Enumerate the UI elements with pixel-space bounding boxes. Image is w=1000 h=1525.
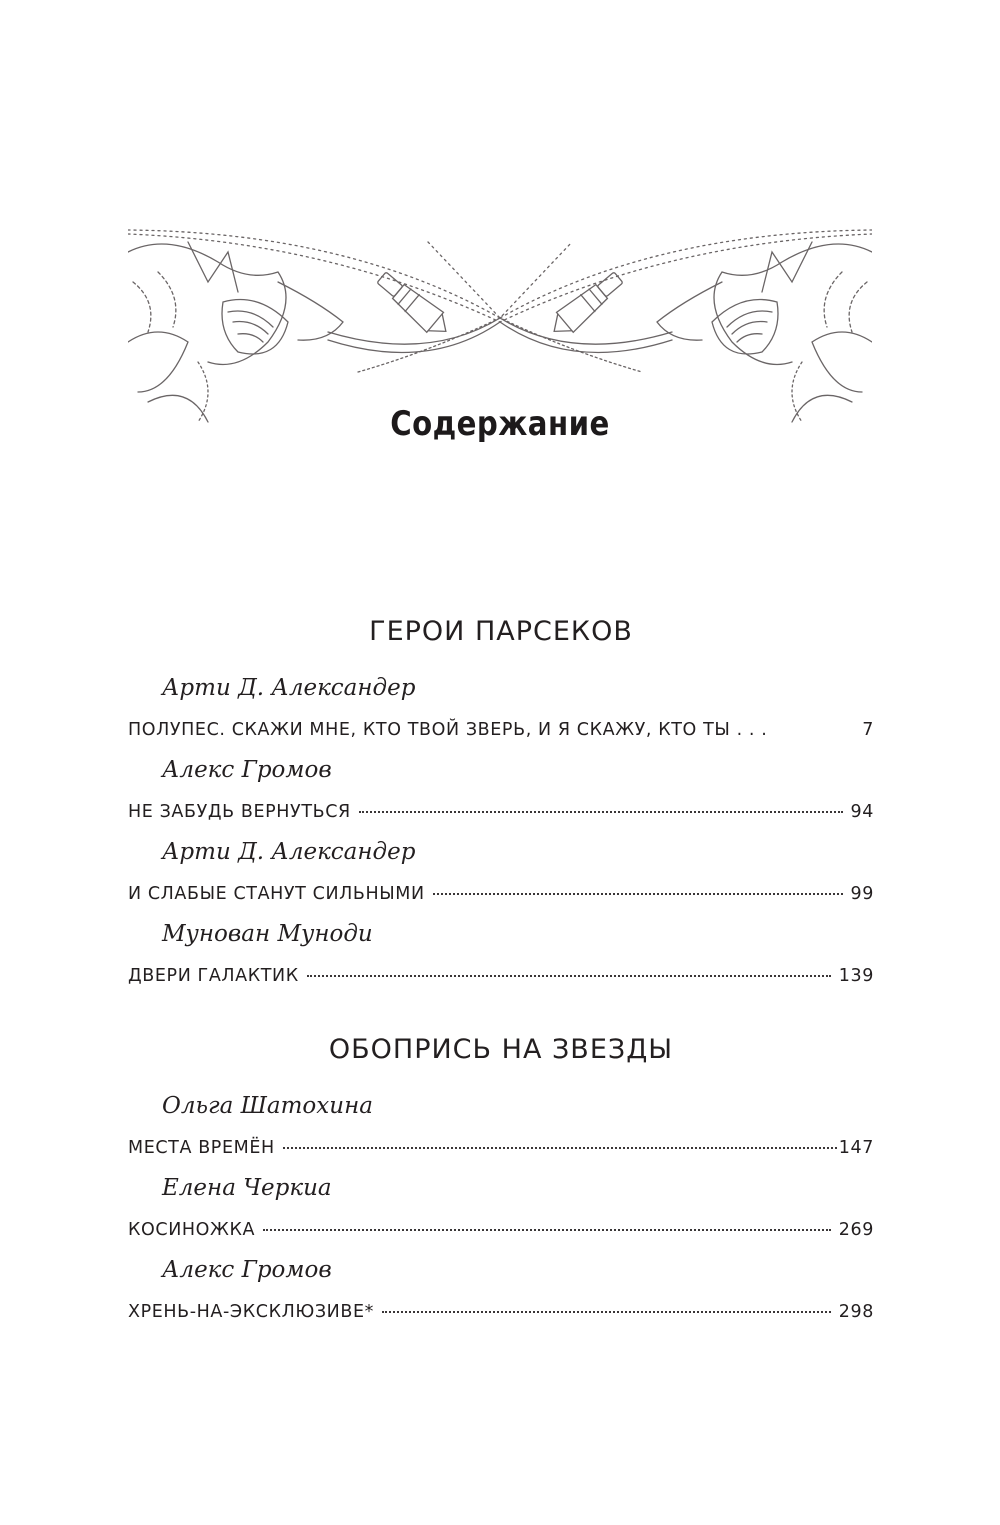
table-of-contents bbox=[128, 612, 874, 1336]
page-title: Содержание bbox=[390, 404, 610, 444]
dot-leader bbox=[263, 1229, 831, 1231]
entry-line[interactable] bbox=[128, 713, 874, 747]
section-title: ОБОПРИСЬ НА ЗВЕЗДЫ bbox=[328, 1034, 674, 1065]
entry-page-number: 147 bbox=[838, 1138, 874, 1158]
toc-entry bbox=[128, 672, 874, 747]
entry-author: Арти Д. Александер bbox=[162, 675, 416, 701]
entry-title: НЕ ЗАБУДЬ ВЕРНУТЬСЯ bbox=[128, 802, 351, 822]
dot-leader bbox=[382, 1311, 831, 1313]
dot-leader bbox=[359, 811, 843, 813]
section-title: ГЕРОИ ПАРСЕКОВ bbox=[369, 616, 633, 647]
entry-author: Алекс Громов bbox=[162, 757, 332, 783]
entry-author: Елена Черкиа bbox=[162, 1175, 332, 1201]
entry-page-number: 94 bbox=[850, 802, 874, 822]
dot-leader bbox=[307, 975, 831, 977]
entry-page-number: 269 bbox=[838, 1220, 874, 1240]
entry-line[interactable] bbox=[128, 1131, 874, 1165]
entry-title: МЕСТА ВРЕМЁН bbox=[128, 1138, 275, 1158]
entry-line[interactable] bbox=[128, 1295, 874, 1329]
entry-page-number: 139 bbox=[838, 966, 874, 986]
entry-page-number: 7 bbox=[862, 720, 874, 740]
toc-entry bbox=[128, 1172, 874, 1247]
toc-entry bbox=[128, 754, 874, 829]
entry-title: ХРЕНЬ-НА-ЭКСКЛЮЗИВЕ* bbox=[128, 1302, 374, 1322]
dot-leader bbox=[283, 1147, 837, 1149]
entry-page-number: 99 bbox=[850, 884, 874, 904]
entry-title: ПОЛУПЕС. СКАЖИ МНЕ, КТО ТВОЙ ЗВЕРЬ, И Я СКАЖУ, КТО ТЫ . . . bbox=[128, 720, 768, 740]
entry-author: Мунован Мунoди bbox=[162, 921, 373, 947]
entry-title: КОСИНОЖКА bbox=[128, 1220, 256, 1240]
entry-line[interactable] bbox=[128, 877, 874, 911]
entry-author: Арти Д. Александер bbox=[162, 839, 416, 865]
entry-author: Ольга Шатохина bbox=[162, 1093, 373, 1119]
entry-line[interactable] bbox=[128, 959, 874, 993]
entry-title: И СЛАБЫЕ СТАНУТ СИЛЬНЫМИ bbox=[128, 884, 425, 904]
entry-line[interactable] bbox=[128, 795, 874, 829]
entry-page-number: 298 bbox=[838, 1302, 874, 1322]
toc-section bbox=[128, 1030, 874, 1329]
toc-entry bbox=[128, 1090, 874, 1165]
entry-line[interactable] bbox=[128, 1213, 874, 1247]
dot-leader bbox=[433, 893, 843, 895]
toc-entry bbox=[128, 918, 874, 993]
toc-entry bbox=[128, 1254, 874, 1329]
entry-author: Алекс Громов bbox=[162, 1257, 332, 1283]
entry-title: ДВЕРИ ГАЛАКТИК bbox=[128, 966, 299, 986]
toc-section bbox=[128, 612, 874, 993]
toc-entry bbox=[128, 836, 874, 911]
